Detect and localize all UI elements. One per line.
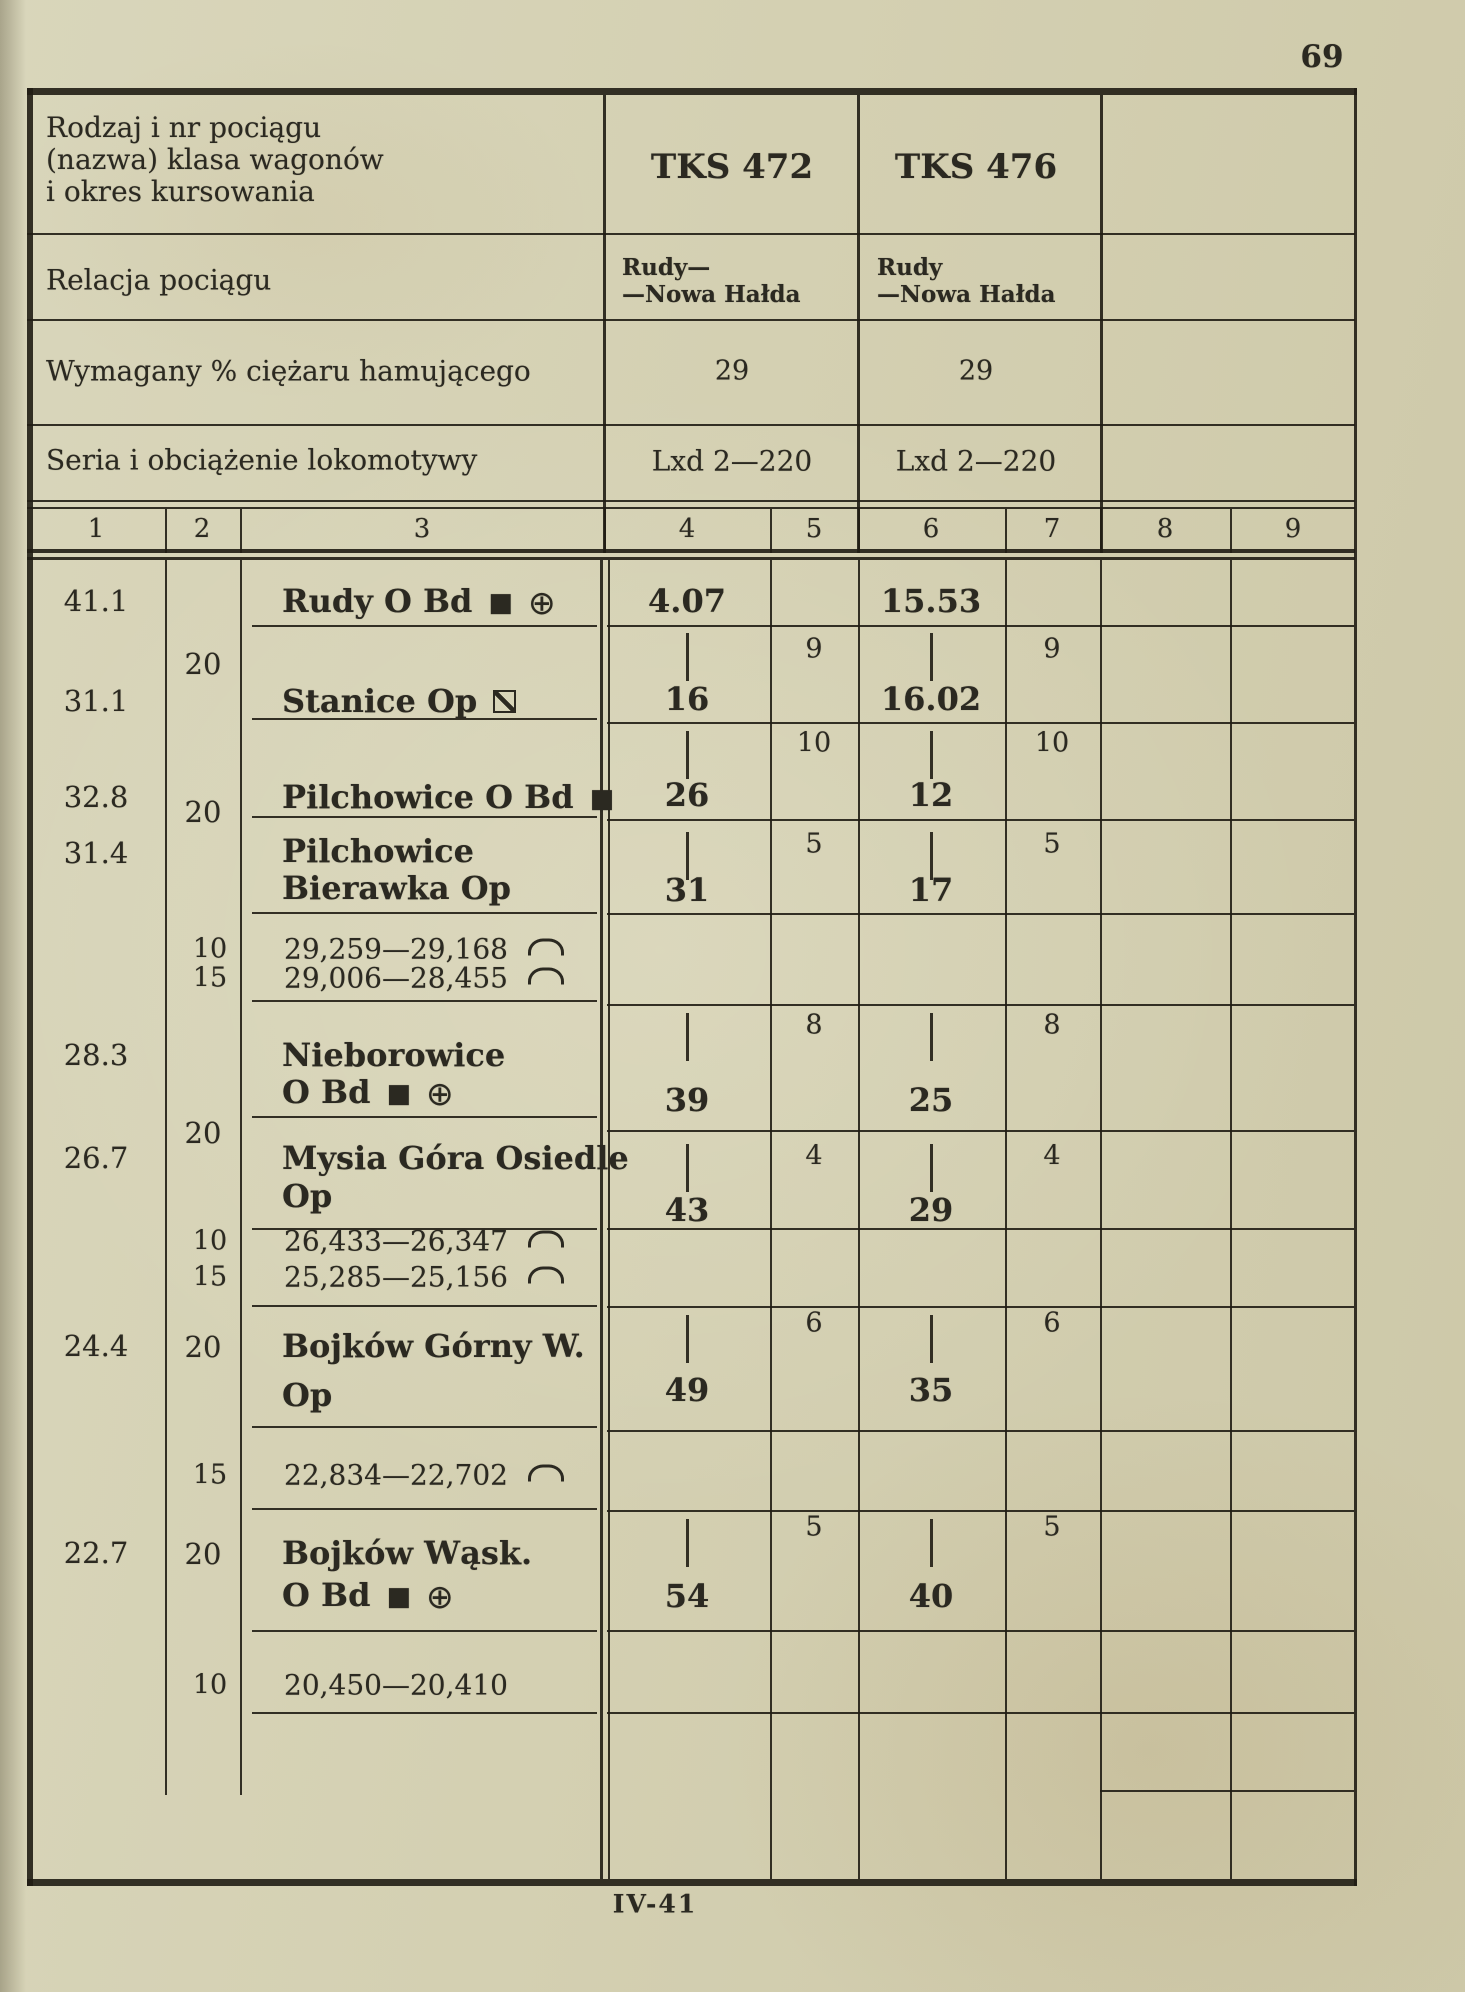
column-divider <box>858 509 860 553</box>
segment-speed: 20 <box>184 1330 222 1364</box>
station-name-line2: O Bd ■ ⊕ <box>282 1576 454 1616</box>
station-name: Bojków Wąsk. <box>282 1534 533 1572</box>
table-border-right <box>1354 88 1357 1886</box>
column-line <box>1100 560 1102 1879</box>
run-minutes-476: 4 <box>1043 1140 1061 1172</box>
column-number-2: 2 <box>193 514 211 544</box>
pass-through-tick <box>930 1144 933 1192</box>
table-border-top <box>27 88 1357 95</box>
curve-arc-icon <box>528 1267 564 1284</box>
time-476: 35 <box>908 1371 954 1409</box>
filled-square-icon: ■ <box>488 588 513 618</box>
column-line <box>600 560 603 1879</box>
cell-rule <box>607 1004 1354 1006</box>
column-line <box>857 95 860 553</box>
column-divider <box>770 509 772 553</box>
pass-through-tick <box>686 633 689 681</box>
restriction-speed: 10 <box>192 1225 228 1257</box>
column-divider <box>1100 509 1102 553</box>
column-divider <box>240 509 242 553</box>
cell-rule <box>607 1228 1354 1230</box>
restriction-range: 29,006—28,455 <box>284 962 564 995</box>
time-476: 25 <box>908 1081 954 1119</box>
station-name-line2: Op <box>282 1177 333 1215</box>
station-underline <box>252 1305 597 1307</box>
station-underline <box>252 1712 597 1714</box>
restriction-range: 29,259—29,168 <box>284 933 564 966</box>
segment-speed: 20 <box>184 1116 222 1150</box>
run-minutes-472: 8 <box>805 1009 823 1041</box>
station-km: 24.4 <box>63 1329 129 1363</box>
pass-through-tick <box>930 633 933 681</box>
time-472: 31 <box>664 871 710 909</box>
station-underline <box>252 1426 597 1428</box>
cell-rule <box>607 819 1354 821</box>
column-number-6: 6 <box>922 514 940 544</box>
circled-cross-icon: ⊕ <box>426 1074 454 1113</box>
pass-through-tick <box>686 1519 689 1567</box>
relation-label: Relacja pociągu <box>46 263 272 297</box>
circled-cross-icon: ⊕ <box>426 1577 454 1616</box>
column-line <box>603 95 606 553</box>
cell-rule <box>607 722 1354 724</box>
pass-through-tick <box>686 1013 689 1061</box>
time-476: 40 <box>908 1577 954 1615</box>
station-name-line2: O Bd ■ ⊕ <box>282 1073 454 1113</box>
row-rule <box>27 549 1355 553</box>
column-line <box>1230 560 1232 1879</box>
row-rule <box>27 557 1355 560</box>
relation-2: Rudy —Nowa Hałda <box>877 254 1056 308</box>
station-underline <box>252 1508 597 1510</box>
run-minutes-476: 5 <box>1043 828 1061 860</box>
time-472: 54 <box>664 1577 710 1615</box>
run-minutes-476: 6 <box>1043 1307 1061 1339</box>
time-476: 12 <box>908 776 954 814</box>
station-underline <box>252 816 597 818</box>
column-number-9: 9 <box>1284 514 1302 544</box>
train-info-label: Rodzaj i nr pociągu (nazwa) klasa wagonów i okres kursowania <box>46 111 384 208</box>
restriction-range: 20,450—20,410 <box>284 1668 508 1702</box>
cell-rule <box>1100 1790 1354 1792</box>
circled-cross-icon: ⊕ <box>527 583 556 622</box>
row-rule <box>27 507 1355 509</box>
cell-rule <box>607 1306 1354 1308</box>
time-472: 43 <box>664 1191 710 1229</box>
brake-percent-label: Wymagany % ciężaru hamującego <box>46 354 531 388</box>
pass-through-tick <box>930 731 933 779</box>
time-476: 15.53 <box>880 582 982 620</box>
station-km: 31.4 <box>63 836 129 870</box>
station-underline <box>252 1116 597 1118</box>
column-line <box>608 560 610 1879</box>
slashed-square-icon <box>493 690 516 713</box>
station-underline <box>252 1630 597 1632</box>
restriction-speed: 15 <box>192 1459 228 1491</box>
time-472: 4.07 <box>648 582 726 620</box>
run-minutes-472: 5 <box>805 828 823 860</box>
column-number-7: 7 <box>1043 514 1061 544</box>
run-minutes-476: 8 <box>1043 1009 1061 1041</box>
segment-speed: 20 <box>184 795 222 829</box>
column-line <box>858 560 860 1879</box>
station-name: Mysia Góra Osiedle <box>282 1139 629 1177</box>
filled-square-icon: ■ <box>386 1582 412 1612</box>
curve-arc-icon <box>528 1465 564 1482</box>
station-underline <box>252 1000 597 1002</box>
station-name-line2: Op <box>282 1376 333 1414</box>
station-underline <box>252 625 597 627</box>
segment-speed: 20 <box>184 647 222 681</box>
curve-arc-icon <box>528 1231 564 1248</box>
time-472: 26 <box>664 776 710 814</box>
segment-speed: 20 <box>184 1537 222 1571</box>
station-name: Bojków Górny W. <box>282 1327 585 1365</box>
run-minutes-472: 10 <box>796 727 832 759</box>
cell-rule <box>607 1430 1354 1432</box>
restriction-speed: 10 <box>192 1669 228 1701</box>
cell-rule <box>607 913 1354 915</box>
station-name: Nieborowice <box>282 1036 506 1074</box>
brake-percent-1: 29 <box>714 355 750 387</box>
run-minutes-476: 10 <box>1034 727 1070 759</box>
run-minutes-476: 9 <box>1043 633 1061 665</box>
restriction-speed: 10 <box>192 933 228 965</box>
pass-through-tick <box>930 1013 933 1061</box>
restriction-speed: 15 <box>192 1261 228 1293</box>
book-spine-edge <box>1369 0 1465 1992</box>
train-number-2: TKS 476 <box>894 147 1058 187</box>
time-472: 16 <box>664 680 710 718</box>
footer-code: IV-41 <box>612 1889 698 1919</box>
column-number-4: 4 <box>678 514 696 544</box>
station-name: Stanice Op <box>282 682 516 720</box>
cell-rule <box>607 1712 1354 1714</box>
curve-arc-icon <box>528 939 564 956</box>
column-line <box>1100 95 1103 553</box>
filled-square-icon: ■ <box>386 1079 412 1109</box>
cell-rule <box>607 625 1354 627</box>
curve-arc-icon <box>528 968 564 985</box>
restriction-speed: 15 <box>192 962 228 994</box>
run-minutes-476: 5 <box>1043 1511 1061 1543</box>
page-left-edge <box>0 0 26 1992</box>
run-minutes-472: 9 <box>805 633 823 665</box>
column-divider <box>165 509 167 553</box>
table-border-bottom <box>27 1879 1357 1886</box>
restriction-range: 22,834—22,702 <box>284 1459 564 1492</box>
relation-1: Rudy— —Nowa Hałda <box>622 254 801 308</box>
station-name: Pilchowice O Bd ■ <box>282 778 615 816</box>
cell-rule <box>607 1630 1354 1632</box>
run-minutes-472: 4 <box>805 1140 823 1172</box>
loco-series-label: Seria i obciążenie lokomotywy <box>46 443 478 477</box>
time-476: 16.02 <box>880 680 982 718</box>
page-number: 69 <box>1300 39 1344 75</box>
column-divider <box>1005 509 1007 553</box>
station-km: 26.7 <box>63 1141 129 1175</box>
column-line <box>770 560 772 1879</box>
station-km: 32.8 <box>63 780 129 814</box>
station-km: 41.1 <box>63 584 129 618</box>
pass-through-tick <box>930 1315 933 1363</box>
loco-series-2: Lxd 2—220 <box>895 444 1057 478</box>
row-rule <box>27 233 1355 235</box>
station-name-line2: Bierawka Op <box>282 869 511 907</box>
run-minutes-472: 5 <box>805 1511 823 1543</box>
pass-through-tick <box>686 1315 689 1363</box>
time-476: 17 <box>908 871 954 909</box>
column-line <box>165 560 167 1795</box>
cell-rule <box>607 1510 1354 1512</box>
row-rule <box>27 424 1355 426</box>
column-number-8: 8 <box>1156 514 1174 544</box>
column-number-1: 1 <box>87 514 105 544</box>
station-name: Rudy O Bd ■ ⊕ <box>282 582 556 622</box>
restriction-range: 26,433—26,347 <box>284 1225 564 1258</box>
restriction-range: 25,285—25,156 <box>284 1261 564 1294</box>
station-km: 31.1 <box>63 684 129 718</box>
train-number-1: TKS 472 <box>650 147 814 187</box>
row-rule <box>27 500 1355 502</box>
column-line <box>240 560 242 1795</box>
station-underline <box>252 912 597 914</box>
station-km: 28.3 <box>63 1038 129 1072</box>
brake-percent-2: 29 <box>958 355 994 387</box>
column-line <box>1005 560 1007 1879</box>
station-name: Pilchowice <box>282 832 475 870</box>
pass-through-tick <box>686 731 689 779</box>
column-divider <box>604 509 606 553</box>
column-divider <box>1230 509 1232 553</box>
run-minutes-472: 6 <box>805 1307 823 1339</box>
loco-series-1: Lxd 2—220 <box>651 444 813 478</box>
row-rule <box>27 319 1355 321</box>
station-km: 22.7 <box>63 1536 129 1570</box>
column-number-3: 3 <box>413 514 431 544</box>
pass-through-tick <box>930 1519 933 1567</box>
cell-rule <box>607 1130 1354 1132</box>
pass-through-tick <box>686 1144 689 1192</box>
table-border-left <box>27 88 33 1886</box>
filled-square-icon: ■ <box>589 784 615 814</box>
time-472: 49 <box>664 1371 710 1409</box>
time-472: 39 <box>664 1081 710 1119</box>
column-number-5: 5 <box>805 514 823 544</box>
time-476: 29 <box>908 1191 954 1229</box>
